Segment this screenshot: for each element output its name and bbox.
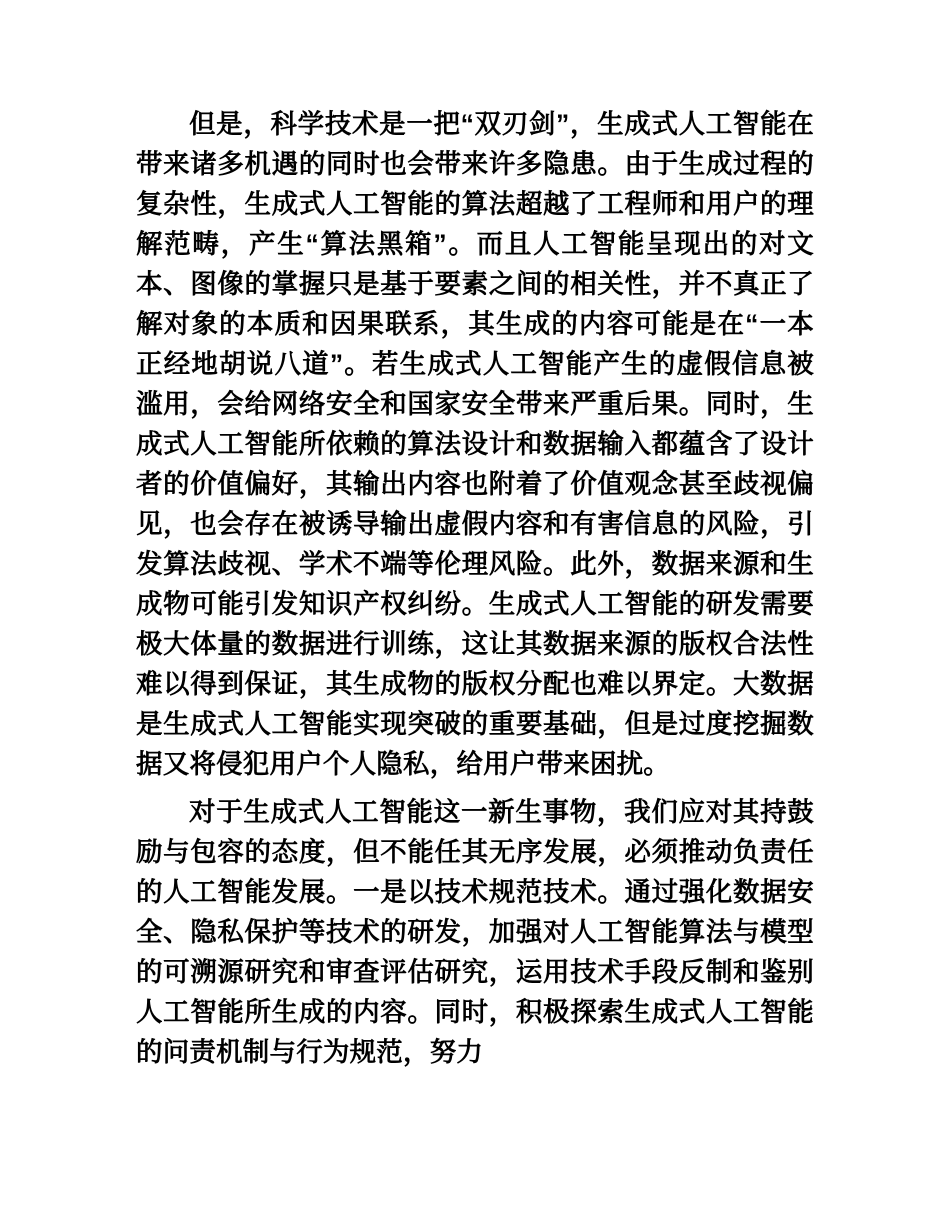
body-paragraph-1: 但是，科学技术是一把“双刃剑”，生成式人工智能在带来诸多机遇的同时也会带来许多隐患。由于生成过程的复杂性，生成式人工智能的算法超越了工程师和用户的理解范畴，产生“算法黑箱”。而且人工智能呈现出的对文本、图像的掌握只是基于要素之间的相关性，并不真正了解对象的本质和因果联系，其生成的内容可能是在“一本正经地胡说八道”。若生成式人工智能产生的虚假信息被滥用，会给网络安全和国家安全带来严重后果。同时，生成式人工智能所依赖的算法设计和数据输入都蕴含了设计者的价值偏好，其输出内容也附着了价值观念甚至歧视偏见，也会存在被诱导输出虚假内容和有害信息的风险，引发算法歧视、学术不端等伦理风险。此外，数据来源和生成物可能引发知识产权纠纷。生成式人工智能的研发需要极大体量的数据进行训练，这让其数据来源的版权合法性难以得到保证，其生成物的版权分配也难以界定。大数据是生成式人工智能实现突破的重要基础，但是过度挖掘数据又将侵犯用户个人隐私，给用户带来困扰。 (136, 109, 814, 779)
body-paragraph-2: 对于生成式人工智能这一新生事物，我们应对其持鼓励与包容的态度，但不能任其无序发展，必须推动负责任的人工智能发展。一是以技术规范技术。通过强化数据安全、隐私保护等技术的研发，加强对人工智能算法与模型的可溯源研究和审查评估研究，运用技术手段反制和鉴别人工智能所生成的内容。同时，积极探索生成式人工智能的问责机制与行为规范，努力 (136, 797, 814, 1067)
document-text-body (136, 104, 814, 1072)
